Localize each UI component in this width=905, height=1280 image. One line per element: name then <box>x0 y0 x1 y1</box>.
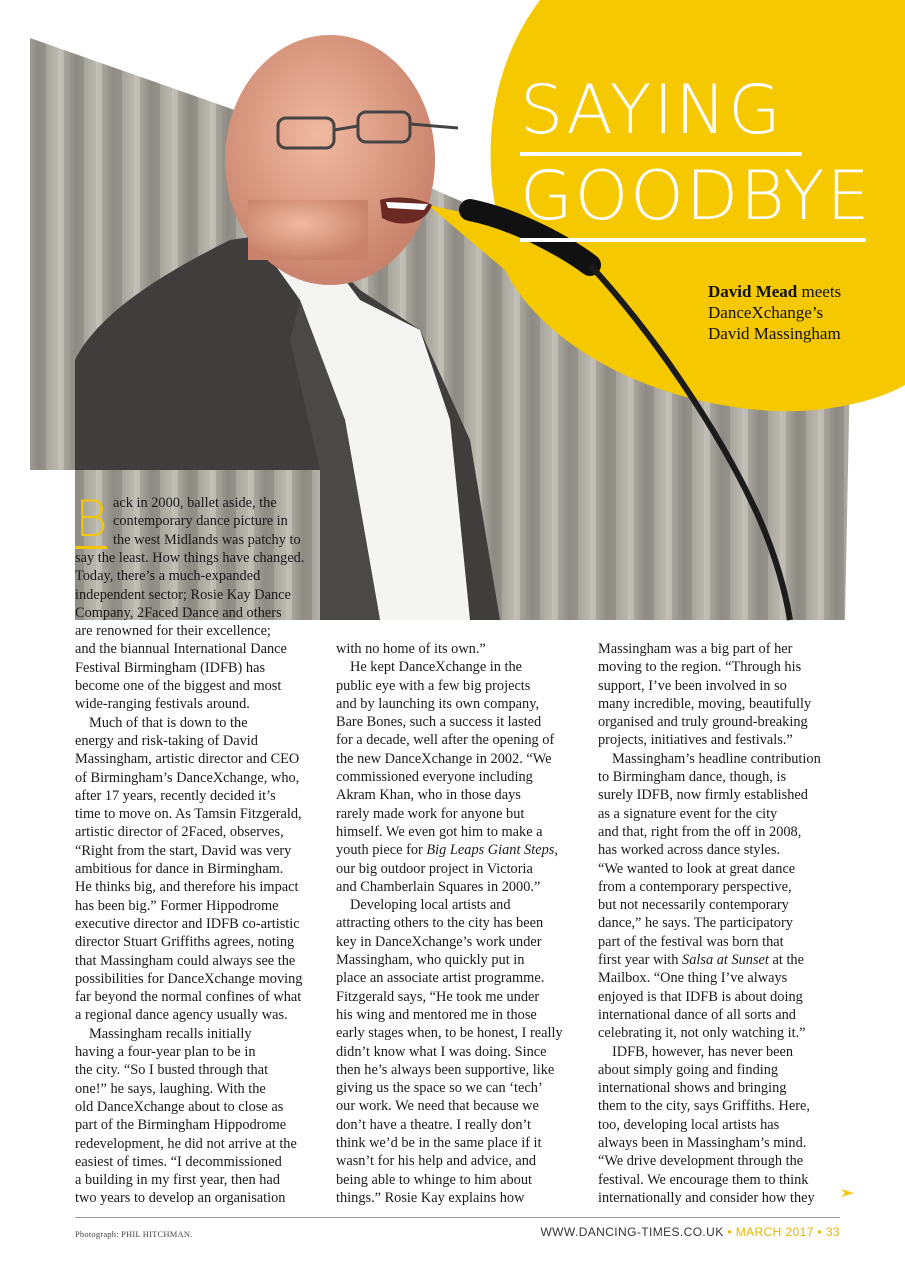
paragraph <box>75 714 325 1025</box>
text-line: Much of that is down to the <box>89 714 248 731</box>
text-line: easiest of times. “I decommissioned <box>75 1153 282 1170</box>
text-line: festival. We encourage them to think <box>598 1171 809 1188</box>
text-line: of Birmingham’s DanceXchange, who, <box>75 769 300 786</box>
text-line: Massingham was a big part of her <box>598 641 793 657</box>
text-line: a regional dance agency usually was. <box>75 1007 288 1024</box>
text-line: attracting others to the city has been <box>336 915 544 932</box>
text-line: become one of the biggest and most <box>75 678 282 695</box>
text-line: place an associate artist programme. <box>336 970 545 987</box>
text-line: contemporary dance picture in <box>113 513 288 530</box>
text-fragment: , <box>554 842 558 859</box>
headline <box>520 70 900 242</box>
text-line: He kept DanceXchange in the <box>350 659 523 676</box>
text-line: them to the city, says Griffiths. Here, <box>598 1098 810 1115</box>
text-line: internationally and consider how they <box>598 1189 815 1206</box>
text-line: Today, there’s a much-expanded <box>75 568 261 585</box>
text-line: as a signature event for the city <box>598 805 778 822</box>
text-line: artistic director of 2Faced, observes, <box>75 824 284 841</box>
paragraph <box>336 658 581 896</box>
text-line: the west Midlands was patchy to <box>113 531 301 548</box>
issue-date: MARCH 2017 <box>735 1225 814 1239</box>
text-line: ack in 2000, ballet aside, the <box>113 495 277 511</box>
text-line: energy and risk-taking of David <box>75 732 258 749</box>
paragraph <box>598 750 848 1043</box>
text-line: and by launching its own company, <box>336 695 540 712</box>
photo-credit: Photograph: PHIL HITCHMAN. <box>75 1229 193 1239</box>
text-line: and that, right from the off in 2008, <box>598 823 802 840</box>
text-line: executive director and IDFB co-artistic <box>75 915 300 932</box>
work-title: Big Leaps Giant Steps <box>426 842 555 859</box>
text-line: Bare Bones, such a success it lasted <box>336 714 542 731</box>
standfirst-line-2: DanceXchange’s <box>708 303 824 322</box>
text-line: ambitious for dance in Birmingham. <box>75 861 284 878</box>
text-fragment: youth piece for <box>336 842 427 859</box>
text-line: wasn’t for his help and advice, and <box>336 1153 537 1170</box>
text-line: are renowned for their excellence; <box>75 623 271 640</box>
text-line: wide-ranging festivals around. <box>75 696 250 713</box>
text-fragment: at the <box>768 952 804 969</box>
article-column-3 <box>598 640 848 1207</box>
text-line: giving us the space so we can ‘tech’ <box>336 1080 543 1097</box>
text-line: “Right from the start, David was very <box>75 842 292 859</box>
text-line: our work. We need that because we <box>336 1098 539 1115</box>
text-line: didn’t know what I was doing. Since <box>336 1043 547 1060</box>
text-line: director Stuart Griffiths agrees, noting <box>75 934 295 951</box>
text-fragment: first year with <box>598 952 683 969</box>
text-line: celebrating it, not only watching it.” <box>598 1025 806 1042</box>
paragraph <box>598 1043 848 1208</box>
text-line: too, developing local artists has <box>598 1116 780 1133</box>
text-line: IDFB, however, has never been <box>612 1043 794 1060</box>
text-line: Festival Birmingham (IDFB) has <box>75 659 266 676</box>
text-line: commissioned everyone including <box>336 769 533 786</box>
text-line: always been in Massingham’s mind. <box>598 1135 807 1152</box>
col1-opening-lines <box>75 490 325 549</box>
paragraph <box>75 1025 325 1208</box>
text-line: has worked across dance styles. <box>598 842 781 859</box>
text-line: possibilities for DanceXchange moving <box>75 970 303 987</box>
text-line: that Massingham could always see the <box>75 952 296 969</box>
paragraph <box>75 567 325 713</box>
text-line: a building in my first year, then had <box>75 1172 280 1189</box>
text-line: Massingham’s headline contribution <box>612 750 821 767</box>
text-line: the new DanceXchange in 2002. “We <box>336 750 552 767</box>
text-line: being able to whinge to him about <box>336 1171 532 1188</box>
separator-bullet: • <box>817 1225 823 1239</box>
headline-line-2: GOODBYE <box>520 156 866 242</box>
text-line: say the least. How things have changed. <box>75 550 305 566</box>
text-line: “We drive development through the <box>598 1153 804 1170</box>
standfirst-meets: meets <box>797 282 842 301</box>
text-line: key in DanceXchange’s work under <box>336 933 542 950</box>
headline-line-1: SAYING <box>520 70 802 156</box>
page-folio <box>540 1225 840 1239</box>
standfirst <box>708 281 898 344</box>
text-line: has been big.” Former Hippodrome <box>75 897 279 914</box>
text-line: about simply going and finding <box>598 1061 779 1078</box>
drop-cap: B <box>75 490 108 548</box>
text-line: rarely made work for anyone but <box>336 805 525 822</box>
text-line: international shows and bringing <box>598 1080 787 1097</box>
text-line: things.” Rosie Kay explains how <box>336 1189 525 1206</box>
text-line: moving to the region. “Through his <box>598 659 802 676</box>
text-line: don’t have a theatre. I really don’t <box>336 1116 532 1133</box>
separator-bullet: • <box>727 1225 732 1239</box>
text-line <box>598 951 848 969</box>
text-line: support, I’ve been involved in so <box>598 677 787 694</box>
text-line: Developing local artists and <box>350 897 511 914</box>
text-line: with no home of its own.” <box>336 641 486 657</box>
text-line: having a four-year plan to be in <box>75 1044 256 1061</box>
text-line: many incredible, moving, beautifully <box>598 695 812 712</box>
text-line: projects, initiatives and festivals.” <box>598 732 793 749</box>
text-line: Massingham recalls initially <box>89 1025 252 1042</box>
text-line: dance,” he says. The participatory <box>598 915 793 932</box>
text-line: Massingham, who quickly put in <box>336 952 525 969</box>
text-line: Massingham, artistic director and CEO <box>75 751 300 768</box>
text-line: after 17 years, recently decided it’s <box>75 787 276 804</box>
text-line: and Chamberlain Squares in 2000.” <box>336 878 541 895</box>
text-line: redevelopment, he did not arrive at the <box>75 1135 297 1152</box>
text-line: the city. “So I busted through that <box>75 1062 269 1079</box>
text-line: to Birmingham dance, though, is <box>598 769 787 786</box>
paragraph <box>336 896 581 1207</box>
text-line: old DanceXchange about to close as <box>75 1098 284 1115</box>
text-line: for a decade, well after the opening of <box>336 732 555 749</box>
text-line <box>336 841 581 859</box>
website: WWW.DANCING-TIMES.CO.UK <box>540 1225 724 1239</box>
text-line: and the biannual International Dance <box>75 641 287 658</box>
article-column-2 <box>336 640 581 1207</box>
text-line: public eye with a few big projects <box>336 677 531 694</box>
text-line: surely IDFB, now firmly established <box>598 787 808 804</box>
text-line: then he’s always been supportive, like <box>336 1061 555 1078</box>
text-line: organised and truly ground-breaking <box>598 714 808 731</box>
text-line: but not necessarily contemporary <box>598 897 789 914</box>
text-line: our big outdoor project in Victoria <box>336 860 533 877</box>
text-line: Akram Khan, who in those days <box>336 787 521 804</box>
text-line: part of the Birmingham Hippodrome <box>75 1117 287 1134</box>
text-line: himself. We even got him to make a <box>336 823 543 840</box>
text-line: two years to develop an organisation <box>75 1190 286 1207</box>
text-line: He thinks big, and therefore his impact <box>75 879 299 896</box>
text-line: part of the festival was born that <box>598 933 784 950</box>
page-number: 33 <box>825 1225 840 1239</box>
text-line: his wing and mentored me in those <box>336 1006 537 1023</box>
text-line: think we’d be in the same place if it <box>336 1135 542 1152</box>
text-line: from a contemporary perspective, <box>598 878 792 895</box>
text-line: Fitzgerald says, “He took me under <box>336 988 540 1005</box>
text-line: independent sector; Rosie Kay Dance <box>75 586 291 603</box>
standfirst-author: David Mead <box>708 282 798 301</box>
text-line: one!” he says, laughing. With the <box>75 1080 266 1097</box>
article-column-1 <box>75 490 325 1208</box>
text-line: international dance of all sorts and <box>598 1006 796 1023</box>
standfirst-line-3: David Massingham <box>708 324 841 343</box>
text-line: “We wanted to look at great dance <box>598 860 796 877</box>
continue-arrow-icon <box>840 1187 856 1199</box>
text-line: Mailbox. “One thing I’ve always <box>598 970 788 987</box>
footer-divider <box>75 1217 840 1218</box>
text-line: time to move on. As Tamsin Fitzgerald, <box>75 806 302 823</box>
paragraph <box>598 640 848 750</box>
text-line: enjoyed is that IDFB is about doing <box>598 988 803 1005</box>
text-line: Company, 2Faced Dance and others <box>75 604 282 621</box>
text-line: early stages when, to be honest, I really <box>336 1025 563 1042</box>
text-line: far beyond the normal confines of what <box>75 989 302 1006</box>
event-title: Salsa at Sunset <box>682 952 769 969</box>
